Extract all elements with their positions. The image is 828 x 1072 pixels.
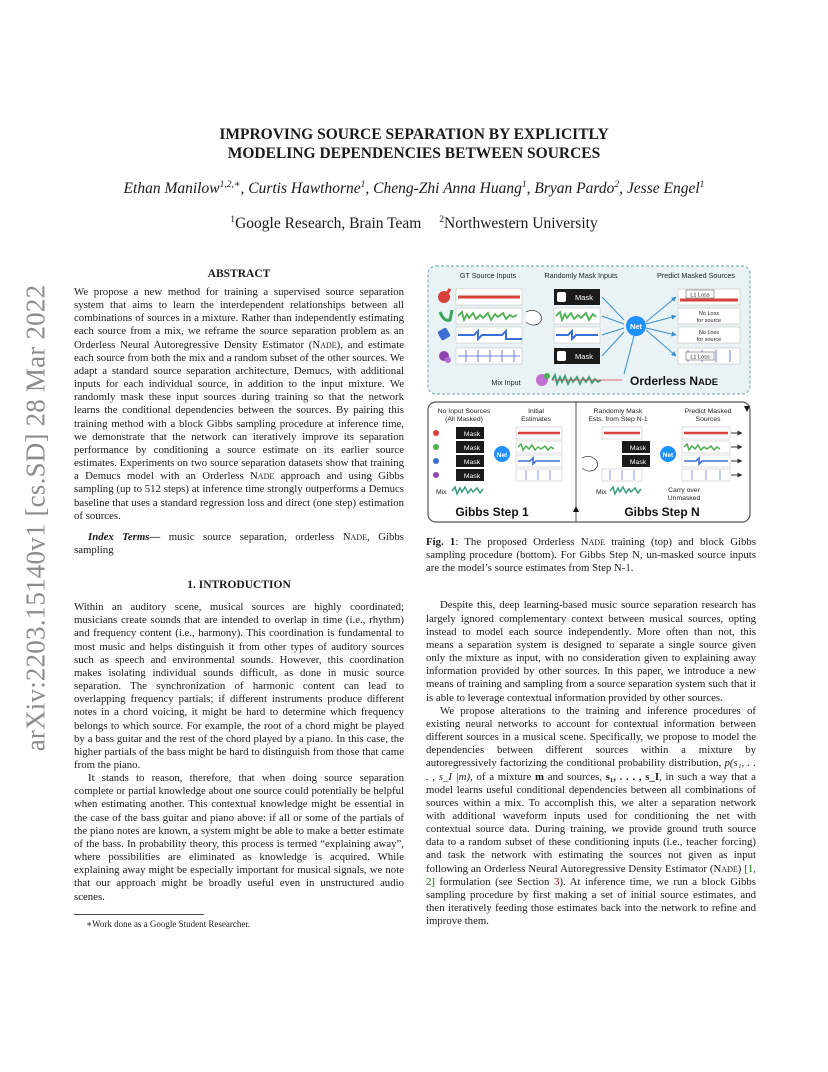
author: Curtis Hawthorne: [248, 180, 361, 197]
output-track-purple: [678, 348, 740, 364]
label-sources: Sources: [695, 416, 721, 423]
affiliations: $^1$Google Research, Brain Team $^2$Northwestern University: [230, 213, 598, 232]
mask-box-bottom: [554, 348, 600, 364]
label-initial: Initial: [528, 408, 544, 415]
gt-track-red: [456, 289, 522, 305]
svg-text:No Loss: No Loss: [698, 311, 720, 317]
svg-text:for source: for source: [696, 318, 722, 324]
right-paragraph-1: Despite this, deep learning-based music source separation research has largely ignored complementary context between musical sources, opting instead to model each source independently. More often than not, this means a separation system is designed to separate a single source given only the mixture as input, with no consideration given to explaining away information provided by other sources. In this paper, we introduce a new means of training and sampling from a source separation system such that it is able to leverage contextual information provided by other sources.: [426, 599, 756, 704]
figure-caption: Fig. 1: The proposed Orderless Nade training (top) and block Gibbs sampling procedure (bottom). For Gibbs Step N, un-masked source inputs are the model’s source estimates from Step N-1.: [426, 536, 757, 575]
svg-text:Mask: Mask: [463, 431, 481, 438]
right-column: [426, 536, 756, 928]
figure-1-diagram: [426, 262, 754, 526]
svg-text:Mask: Mask: [463, 459, 481, 466]
label-gt-source-inputs: GT Source Inputs: [459, 271, 517, 280]
svg-text:Mask: Mask: [463, 473, 481, 480]
intro-heading: 1. INTRODUCTION: [187, 579, 291, 592]
gt-track-blue: [456, 327, 522, 343]
masked-track-green: [554, 308, 600, 324]
label-no-input-sources: No Input Sources: [437, 408, 491, 415]
net-node-gibbsn: [660, 446, 676, 462]
label-carry-over: Carry over: [668, 487, 700, 494]
svg-text:Net: Net: [662, 452, 674, 459]
label-ests-step-n1: Ests. from Step N-1: [588, 416, 648, 423]
label-orderless-nade: Orderless NADE: [630, 374, 719, 388]
svg-text:L1 Loss: L1 Loss: [690, 354, 710, 361]
footnote: ∗Work done as a Google Student Researcher.: [86, 918, 251, 929]
svg-text:Net: Net: [496, 452, 508, 459]
net-node-gibbs1: [494, 446, 510, 462]
svg-text:Net: Net: [629, 322, 643, 331]
label-all-masked: (All Masked): [445, 416, 483, 423]
author-list: Ethan Manilow$^{1,2,∗}$, Curtis Hawthorne$^1$, Cheng-Zhi Anna Huang$^1$, Bryan Pardo$^2$, Jesse Engel$^1$: [123, 178, 705, 197]
author: Jesse Engel: [626, 180, 700, 197]
arxiv-identifier: arXiv:2203.15140v1 [cs.SD] 28 Mar 2022: [20, 284, 51, 752]
abstract-text: We propose a new method for training a supervised source separation system that aims to learn the interdependent relationships between all combinations of sources in a mixture. Rather than independently estimating each source from a mix, we reframe the source separation problem as an Orderless Neural Autoregressive Density Estimator (Nade), and estimate each source from both the mix and a random subset of the other sources. We adapt a standard source separation architecture, Demucs, with additional inputs for each individual source, in addition to the input mixture. We randomly mask these input sources during training so that the network learns the conditional dependencies between the sources. By pairing this training method with a block Gibbs sampling procedure at inference time, we demonstrate that the network can iteratively improve its separation performance by conditioning a source estimate on its earlier source estimates. Experiments on two source separation datasets show that training a Demucs model with an Orderless Nade approach and using Gibbs sampling (up to 512 steps) at inference time strongly outperforms a Demucs baseline that uses a standard regression loss and direct (one step) estimation of sources.: [74, 286, 404, 522]
svg-text:Mask: Mask: [463, 445, 481, 452]
footnote-rule: [74, 914, 204, 915]
label-mix-input: Mix Input: [491, 378, 521, 387]
label-mix-left: Mix: [436, 489, 447, 496]
label-estimates: Estimates: [521, 416, 551, 423]
author: Ethan Manilow: [123, 180, 220, 197]
svg-text:Mask: Mask: [575, 352, 593, 361]
label-mix-right: Mix: [596, 489, 607, 496]
paper-title: IMPROVING SOURCE SEPARATION BY EXPLICITLY MODELING DEPENDENCIES BETWEEN SOURCES: [219, 126, 609, 162]
author: Bryan Pardo: [534, 180, 615, 197]
svg-text:L1 Loss: L1 Loss: [690, 292, 710, 299]
svg-text:No Loss: No Loss: [698, 330, 720, 336]
no-loss-box-green: [678, 308, 740, 324]
author: Cheng-Zhi Anna Huang: [373, 180, 522, 197]
label-gibbs-step-n: Gibbs Step N: [624, 505, 700, 519]
svg-text:Mask: Mask: [629, 459, 647, 466]
citation-link[interactable]: [1, 2]: [426, 862, 756, 888]
label-predict-masked: Predict Masked: [684, 408, 732, 415]
left-column: [74, 268, 404, 930]
label-unmasked: Unmasked: [667, 495, 701, 502]
output-track-red: [678, 289, 740, 305]
label-randomly-mask: Randomly Mask: [593, 408, 643, 415]
right-paragraph-2: We propose alterations to the training and inference procedures of existing neural networks to account for contextual information between different sources in a musical scene. Specifically, we propose to model the dependencies between different sources within a mixture by autoregressively factorizing the conditional probability distribution, p(s₁, . . . , s_I |m), of a mixture m and sources, s₁, . . . , s_I, in such a way that a model learns useful conditional dependencies between all combinations of sources within a mix. To accomplish this, we alter a separation network with additional waveform inputs used for conditioning the net with contextual source data. During training, we provide ground truth source data to a random subset of these conditioning inputs (i.e., teacher forcing) and task the network with estimating the sources not given as input following an Orderless Neural Autoregressive Density Estimator (Nade) [1, 2] formulation (see Section 3). At inference time, we run a block Gibbs sampling procedure by first making a set of initial source estimates, and then iteratively feeding those estimates back into the network to refine and improve them.: [426, 704, 756, 928]
index-terms: Index Terms— music source separation, orderless Nade, Gibbs sampling: [74, 530, 404, 556]
intro-paragraph-1: Within an auditory scene, musical sources are highly coordinated; musicians create sounds that are intended to overlap in time (i.e., rhythm) and frequency content (i.e., harmony). This coordination is fundamental to most music and helps distinguish it from other types of auditory sources such as speech and environmental sounds. However, this coordination makes isolating individual sounds difficult, as done in music source separation. The synchronization of harmonic content can lead to overlapping frequency partials; if different instruments produce different notes in a chord voicing, it might be hard to determine which frequency belongs to which source. For example, the root of a chord might be played by a bass guitar and the rest of the chord played by a piano. In this case, the higher partials of the bass might be hard to distinguish from those that came from the piano.: [74, 601, 404, 771]
label-predict-masked-sources: Predict Masked Sources: [657, 271, 735, 280]
gt-track-purple: [456, 348, 522, 364]
label-randomly-mask-inputs: Randomly Mask Inputs: [544, 271, 618, 280]
svg-text:Mask: Mask: [629, 445, 647, 452]
mask-box-top: [554, 289, 600, 305]
masked-track-blue: [554, 327, 600, 343]
no-loss-box-blue: [678, 327, 740, 343]
abstract-heading: ABSTRACT: [207, 268, 271, 280]
net-node-top: [626, 316, 646, 336]
svg-text:Mask: Mask: [575, 293, 593, 302]
svg-text:for source: for source: [696, 337, 722, 343]
label-gibbs-step-1: Gibbs Step 1: [455, 505, 529, 519]
gt-track-green: [456, 308, 522, 324]
section-ref-link[interactable]: 3: [554, 875, 560, 888]
intro-paragraph-2: It stands to reason, therefore, that when doing source separation complete or partial knowledge about one source could potentially be helpful when estimating another. This contextual knowledge might be essential in the case of the bass guitar and piano above: if all or some of the partials of the piano notes are known, a system might be able to make a better estimate of the bass. In probability theory, this process is termed “explaining away”, where possibilities are eliminated as knowledge is acquired. While explaining away might be especially important for musical signals, we note that our approach might be broadly useful even in unstructured audio scenes.: [74, 772, 404, 903]
